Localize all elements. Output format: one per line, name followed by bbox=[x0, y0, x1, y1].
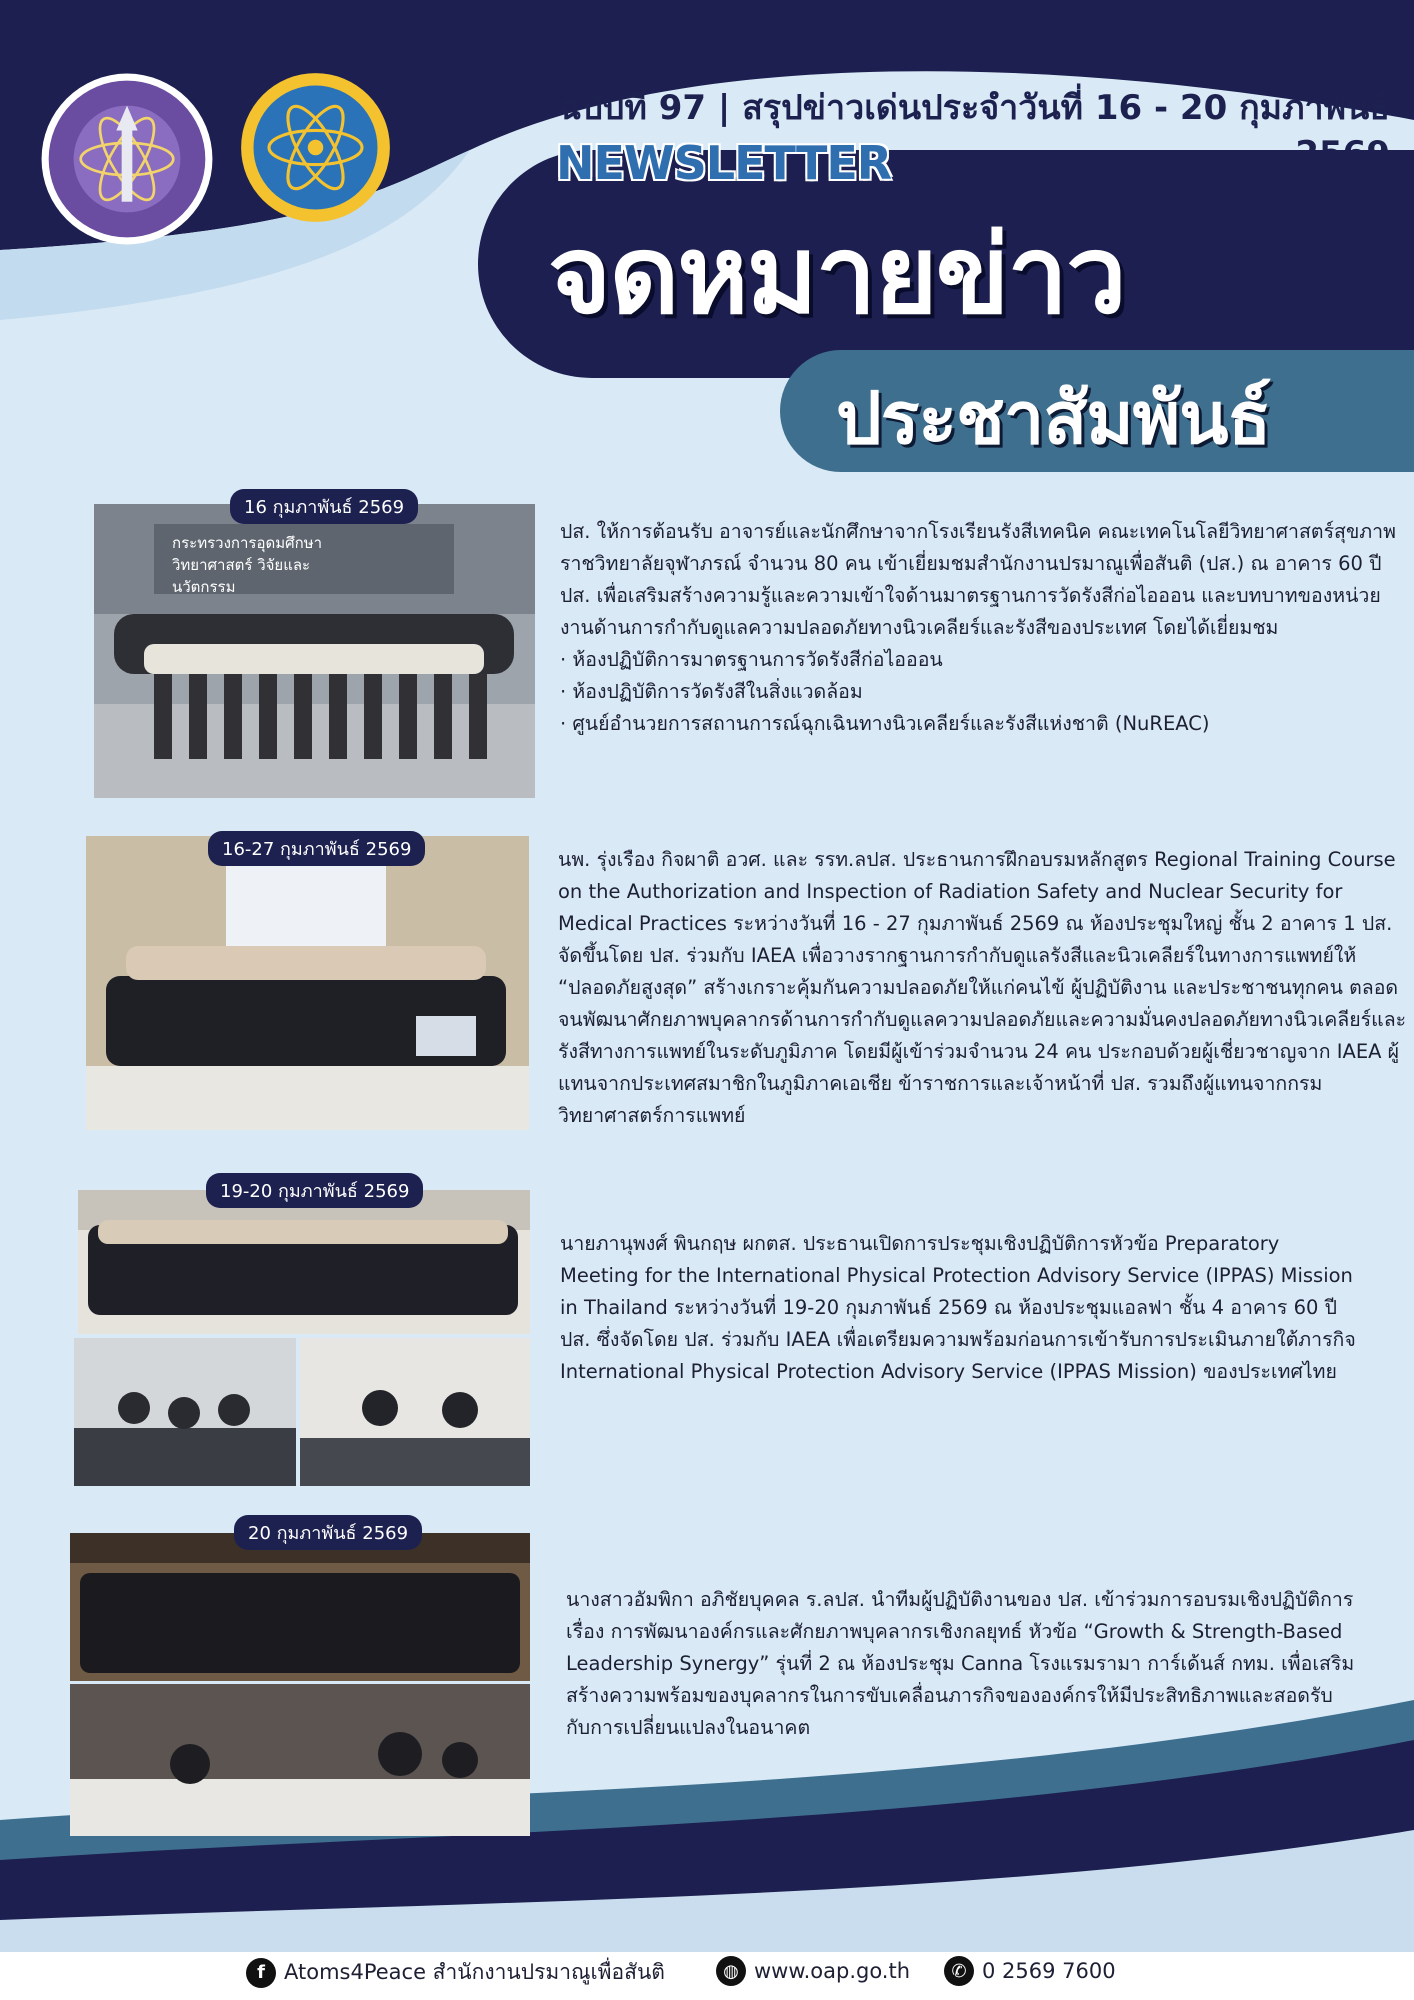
footer-bar bbox=[0, 1952, 1414, 2000]
story-3-text bbox=[560, 1228, 1360, 1388]
footer-website[interactable] bbox=[716, 1956, 910, 1986]
newsletter-word: NEWSLETTER bbox=[556, 136, 892, 190]
oap-logo bbox=[238, 70, 393, 225]
story-4-text bbox=[566, 1584, 1356, 1744]
story-3-photo-top bbox=[78, 1190, 530, 1334]
footer-facebook[interactable] bbox=[246, 1956, 665, 1989]
story-1-date-badge: 16 กุมภาพันธ์ 2569 bbox=[230, 489, 418, 524]
footer-phone-text: 0 2569 7600 bbox=[982, 1959, 1116, 1983]
story-3-photo-bottom-left bbox=[74, 1338, 296, 1486]
story-1-bullet: · ห้องปฏิบัติการมาตรฐานการวัดรังสีก่อไอออน bbox=[560, 644, 1405, 676]
ministry-logo bbox=[38, 70, 216, 248]
story-1-paragraph: ปส. ให้การต้อนรับ อาจารย์และนักศึกษาจากโรงเรียนรังสีเทคนิค คณะเทคโนโลยีวิทยาศาสตร์สุขภาพ ราชวิทยาลัยจุฬาภรณ์ จำนวน 80 คน เข้าเยี่ยมชมสำนักงานปรมาณูเพื่อสันติ (ปส.) ณ อาคาร 60 ปี ปส. เพื่อเสริมสร้างความรู้และความเข้าใจด้านมาตรฐานการวัดรังสีก่อไอออน และบทบาทของหน่วยงานด้านการกำกับดูแลความปลอดภัยทางนิวเคลียร์และรังสีของประเทศ โดยได้เยี่ยมชม bbox=[560, 520, 1396, 639]
story-4-paragraph: นางสาวอัมพิกา อภิชัยบุคคล ร.ลปส. นำทีมผู้ปฏิบัติงานของ ปส. เข้าร่วมการอบรมเชิงปฏิบัติการเรื่อง การพัฒนาองค์กรและศักยภาพบุคลากรเชิงกลยุทธ์ หัวข้อ “Growth & Strength-Based Leadership Synergy” รุ่นที่ 2 ณ ห้องประชุม Canna โรงแรมรามา การ์เด้นส์ กทม. เพื่อเสริมสร้างความพร้อมของบุคลากรในการขับเคลื่อนภารกิจขององค์กรให้มีประสิทธิภาพและสอดรับกับการเปลี่ยนแปลงในอนาคต bbox=[566, 1588, 1355, 1739]
story-1-text bbox=[560, 516, 1405, 740]
story-3-paragraph: นายภานุพงศ์ พินกฤษ ผกตส. ประธานเปิดการประชุมเชิงปฏิบัติการหัวข้อ Preparatory Meeting for the International Physical Protection Advisory Service (IPPAS) Mission in Thailand ระหว่างวันที่ 19-20 กุมภาพันธ์ 2569 ณ ห้องประชุมแอลฟา ชั้น 4 อาคาร 60 ปี ปส. ซึ่งจัดโดย ปส. ร่วมกับ IAEA เพื่อเตรียมความพร้อมก่อนการเข้ารับการประเมินภายใต้ภารกิจ International Physical Protection Advisory Service (IPPAS Mission) ของประเทศไทย bbox=[560, 1232, 1356, 1383]
footer-facebook-text: Atoms4Peace สำนักงานปรมาณูเพื่อสันติ bbox=[284, 1960, 665, 1984]
footer-website-text: www.oap.go.th bbox=[754, 1959, 911, 1983]
story-3-photo-bottom-right bbox=[300, 1338, 530, 1486]
story-1-bullet: · ห้องปฏิบัติการวัดรังสีในสิ่งแวดล้อม bbox=[560, 676, 1405, 708]
story-1-bullet: · ศูนย์อำนวยการสถานการณ์ฉุกเฉินทางนิวเคลียร์และรังสีแห่งชาติ (NuREAC) bbox=[560, 708, 1405, 740]
atom-seal-icon bbox=[238, 70, 393, 225]
facebook-icon: f bbox=[246, 1958, 276, 1988]
story-4-photo-top bbox=[70, 1533, 530, 1681]
story-2-paragraph: นพ. รุ่งเรือง กิจผาติ อวศ. และ รรท.ลปส. ประธานการฝึกอบรมหลักสูตร Regional Training Course on the Authorization and Inspection of Radiation Safety and Nuclear Security for Medical Practices ระหว่างวันที่ 16 - 27 กุมภาพันธ์ 2569 ณ ห้องประชุมใหญ่ ชั้น 2 อาคาร 1 ปส. จัดขึ้นโดย ปส. ร่วมกับ IAEA เพื่อวางรากฐานการกำกับดูแลรังสีและนิวเคลียร์ในทางการแพทย์ให้ “ปลอดภัยสูงสุด” สร้างเกราะคุ้มกันความปลอดภัยให้แก่คนไข้ ผู้ปฏิบัติงาน และประชาชนทุกคน ตลอดจนพัฒนาศักยภาพบุคลากรด้านการกำกับดูแลความปลอดภัยและความมั่นคงปลอดภัยทางนิวเคลียร์และรังสีทางการแพทย์ในระดับภูมิภาค โดยมีผู้เข้าร่วมจำนวน 24 คน ประกอบด้วยผู้เชี่ยวชาญจาก IAEA ผู้แทนจากประเทศสมาชิกในภูมิภาคเอเชีย ข้าราชการและเจ้าหน้าที่ ปส. รวมถึงผู้แทนจากกรมวิทยาศาสตร์การแพทย์ bbox=[558, 848, 1407, 1127]
story-4-photo-bottom bbox=[70, 1684, 530, 1836]
story-2-date-badge: 16-27 กุมภาพันธ์ 2569 bbox=[208, 831, 425, 866]
phone-icon: ✆ bbox=[944, 1956, 974, 1986]
story-1-photo-sign: กระทรวงการอุดมศึกษา วิทยาศาสตร์ วิจัยและนวัตกรรม bbox=[172, 534, 322, 596]
story-2-text bbox=[558, 844, 1408, 1132]
story-3-date-badge: 19-20 กุมภาพันธ์ 2569 bbox=[206, 1173, 423, 1208]
page-title: จดหมายข่าว bbox=[548, 213, 1125, 338]
page-subtitle: ประชาสัมพันธ์ bbox=[836, 376, 1271, 460]
globe-icon: ◍ bbox=[716, 1956, 746, 1986]
story-1-bullets bbox=[560, 644, 1405, 740]
story-4-date-badge: 20 กุมภาพันธ์ 2569 bbox=[234, 1515, 422, 1550]
issue-line: ฉบับที่ 97 | สรุปข่าวเด่นประจำวันที่ 16 - 20 กุมภาพันธ์ bbox=[558, 88, 1390, 128]
story-2-photo bbox=[86, 836, 529, 1130]
ministry-seal-icon bbox=[38, 70, 216, 248]
story-1-photo bbox=[94, 504, 535, 798]
footer-phone[interactable] bbox=[944, 1956, 1116, 1986]
